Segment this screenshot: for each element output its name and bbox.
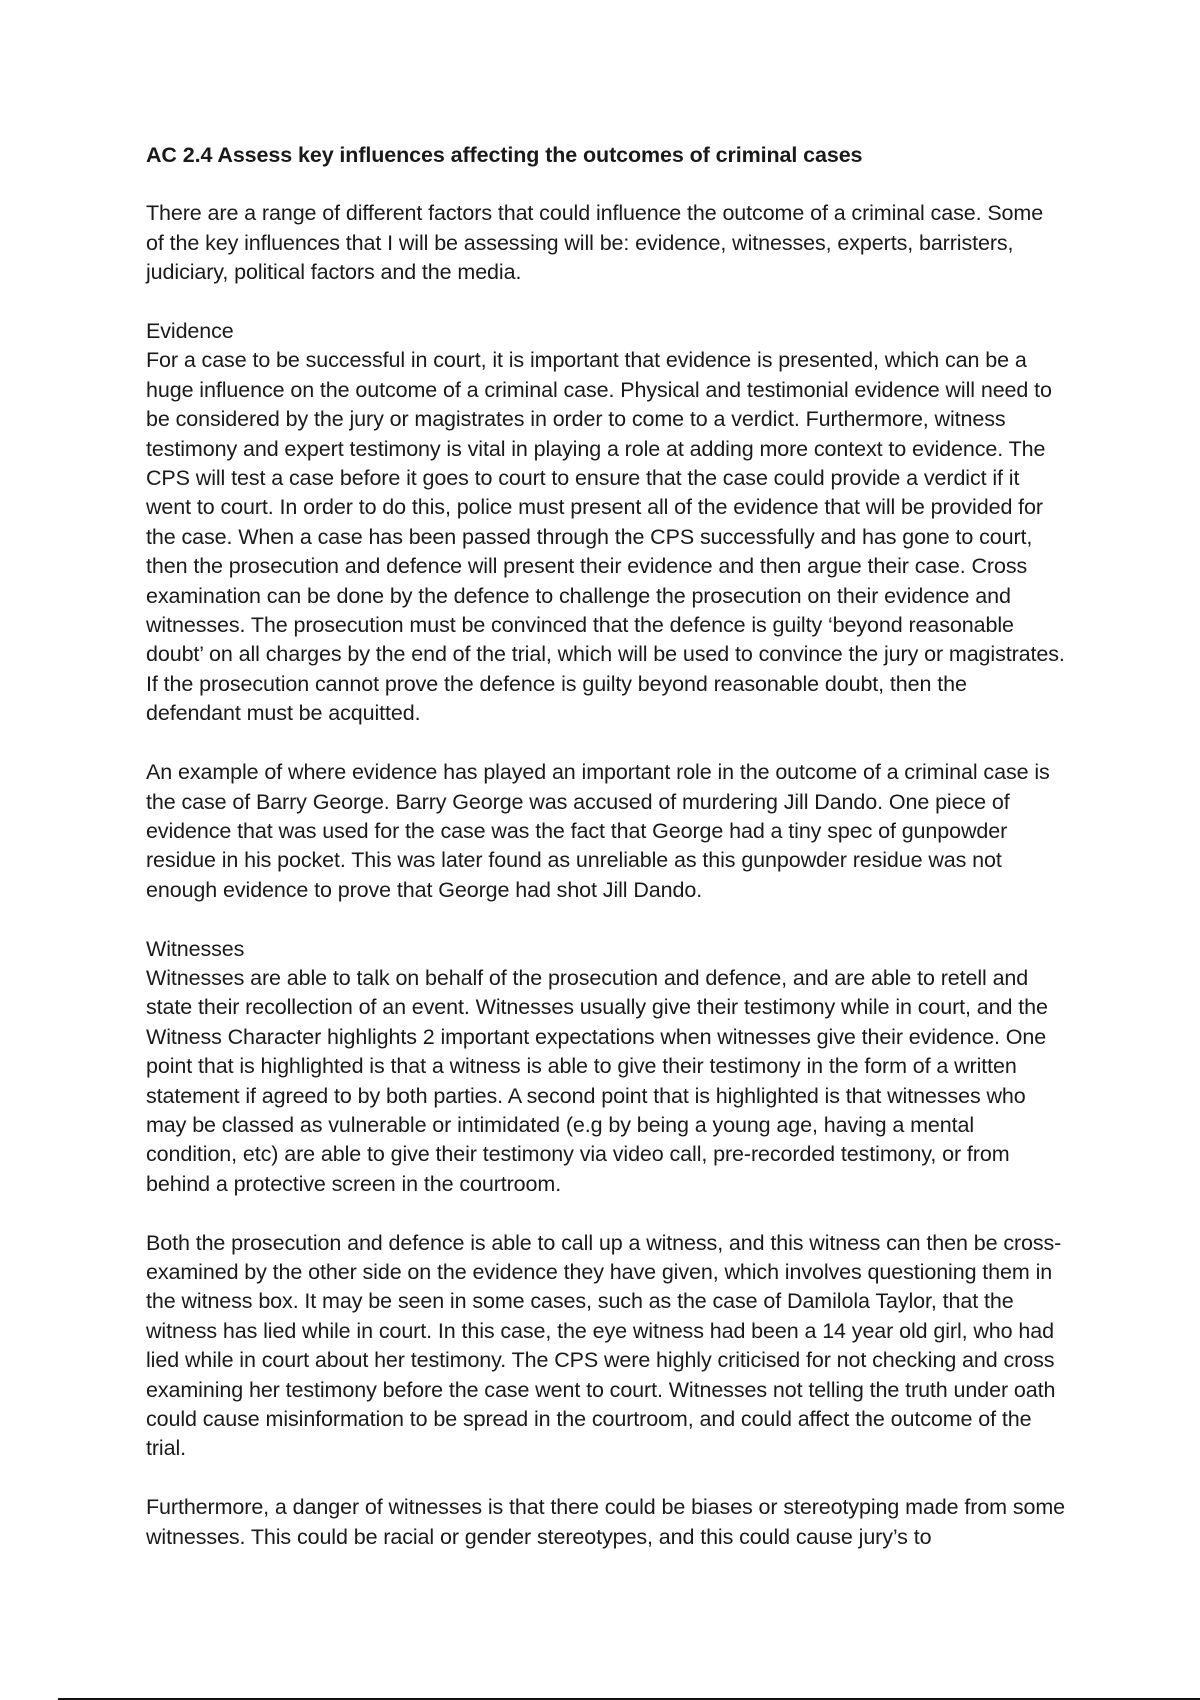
cross-examination-paragraph: Both the prosecution and defence is able to call up a witness, and this witness can then be cross-examined by the other side on the evidence they have given, which involves questioning them in the witness box. It may be seen in some cases, such as the case of Damilola Taylor, that the witness has lied while in court. In this case, the eye witness had been a 14 year old girl, who had lied while in court about her testimony. The CPS were highly criticised for not checking and cross examining her testimony before the case went to court. Witnesses not telling the truth under oath could cause misinformation to be spread in the courtroom, and could affect the outcome of the trial. bbox=[146, 1230, 1062, 1461]
witnesses-body-paragraph: Witnesses are able to talk on behalf of the prosecution and defence, and are able to retell and state their recollection of an event. Witnesses usually give their testimony while in court, and the Witness Character highlights 2 important expectations when witnesses give their evidence. One point that is highlighted is that a witness is able to give their testimony in the form of a written statement if agreed to by both parties. A second point that is highlighted is that witnesses who may be classed as vulnerable or intimidated (e.g by being a young age, having a mental condition, etc) are able to give their testimony via video call, pre-recorded testimony, or from behind a protective screen in the courtroom. bbox=[146, 965, 1048, 1196]
witnesses-section bbox=[146, 935, 1066, 1200]
witnesses-heading: Witnesses bbox=[146, 936, 245, 961]
evidence-section bbox=[146, 317, 1066, 729]
document-body bbox=[146, 141, 1066, 1581]
evidence-heading: Evidence bbox=[146, 319, 234, 344]
document-title: AC 2.4 Assess key influences affecting the outcomes of criminal cases bbox=[146, 143, 863, 167]
evidence-example-paragraph: An example of where evidence has played an important role in the outcome of a criminal case is the case of Barry George. Barry George was accused of murdering Jill Dando. One piece of evidence that was used for the case was the fact that George had a tiny spec of gunpowder residue in his pocket. This was later found as unreliable as this gunpowder residue was not enough evidence to prove that George had shot Jill Dando. bbox=[146, 760, 1050, 902]
evidence-body-paragraph: For a case to be successful in court, it is important that evidence is presented, which can be a huge influence on the outcome of a criminal case. Physical and testimonial evidence will need to be considered by the jury or magistrates in order to come to a verdict. Furthermore, witness testimony and expert testimony is vital in playing a role at adding more context to evidence. The CPS will test a case before it goes to court to ensure that the case could provide a verdict if it went to court. In order to do this, police must present all of the evidence that will be provided for the case. When a case has been passed through the CPS successfully and has gone to court, then the prosecution and defence will present their evidence and then argue their case. Cross examination can be done by the defence to challenge the prosecution on their evidence and witnesses. The prosecution must be convinced that the defence is guilty ‘beyond reasonable doubt’ on all charges by the end of the trial, which will be used to convince the jury or magistrates. If the prosecution cannot prove the defence is guilty beyond reasonable doubt, then the defendant must be acquitted. bbox=[146, 348, 1065, 726]
bias-paragraph: Furthermore, a danger of witnesses is that there could be biases or stereotyping made from some witnesses. This could be racial or gender stereotypes, and this could cause jury’s to bbox=[146, 1495, 1066, 1549]
intro-paragraph: There are a range of different factors that could influence the outcome of a criminal case. Some of the key influences that I will be assessing will be: evidence, witnesses, experts, barristers, judiciary, political factors and the media. bbox=[146, 201, 1044, 285]
